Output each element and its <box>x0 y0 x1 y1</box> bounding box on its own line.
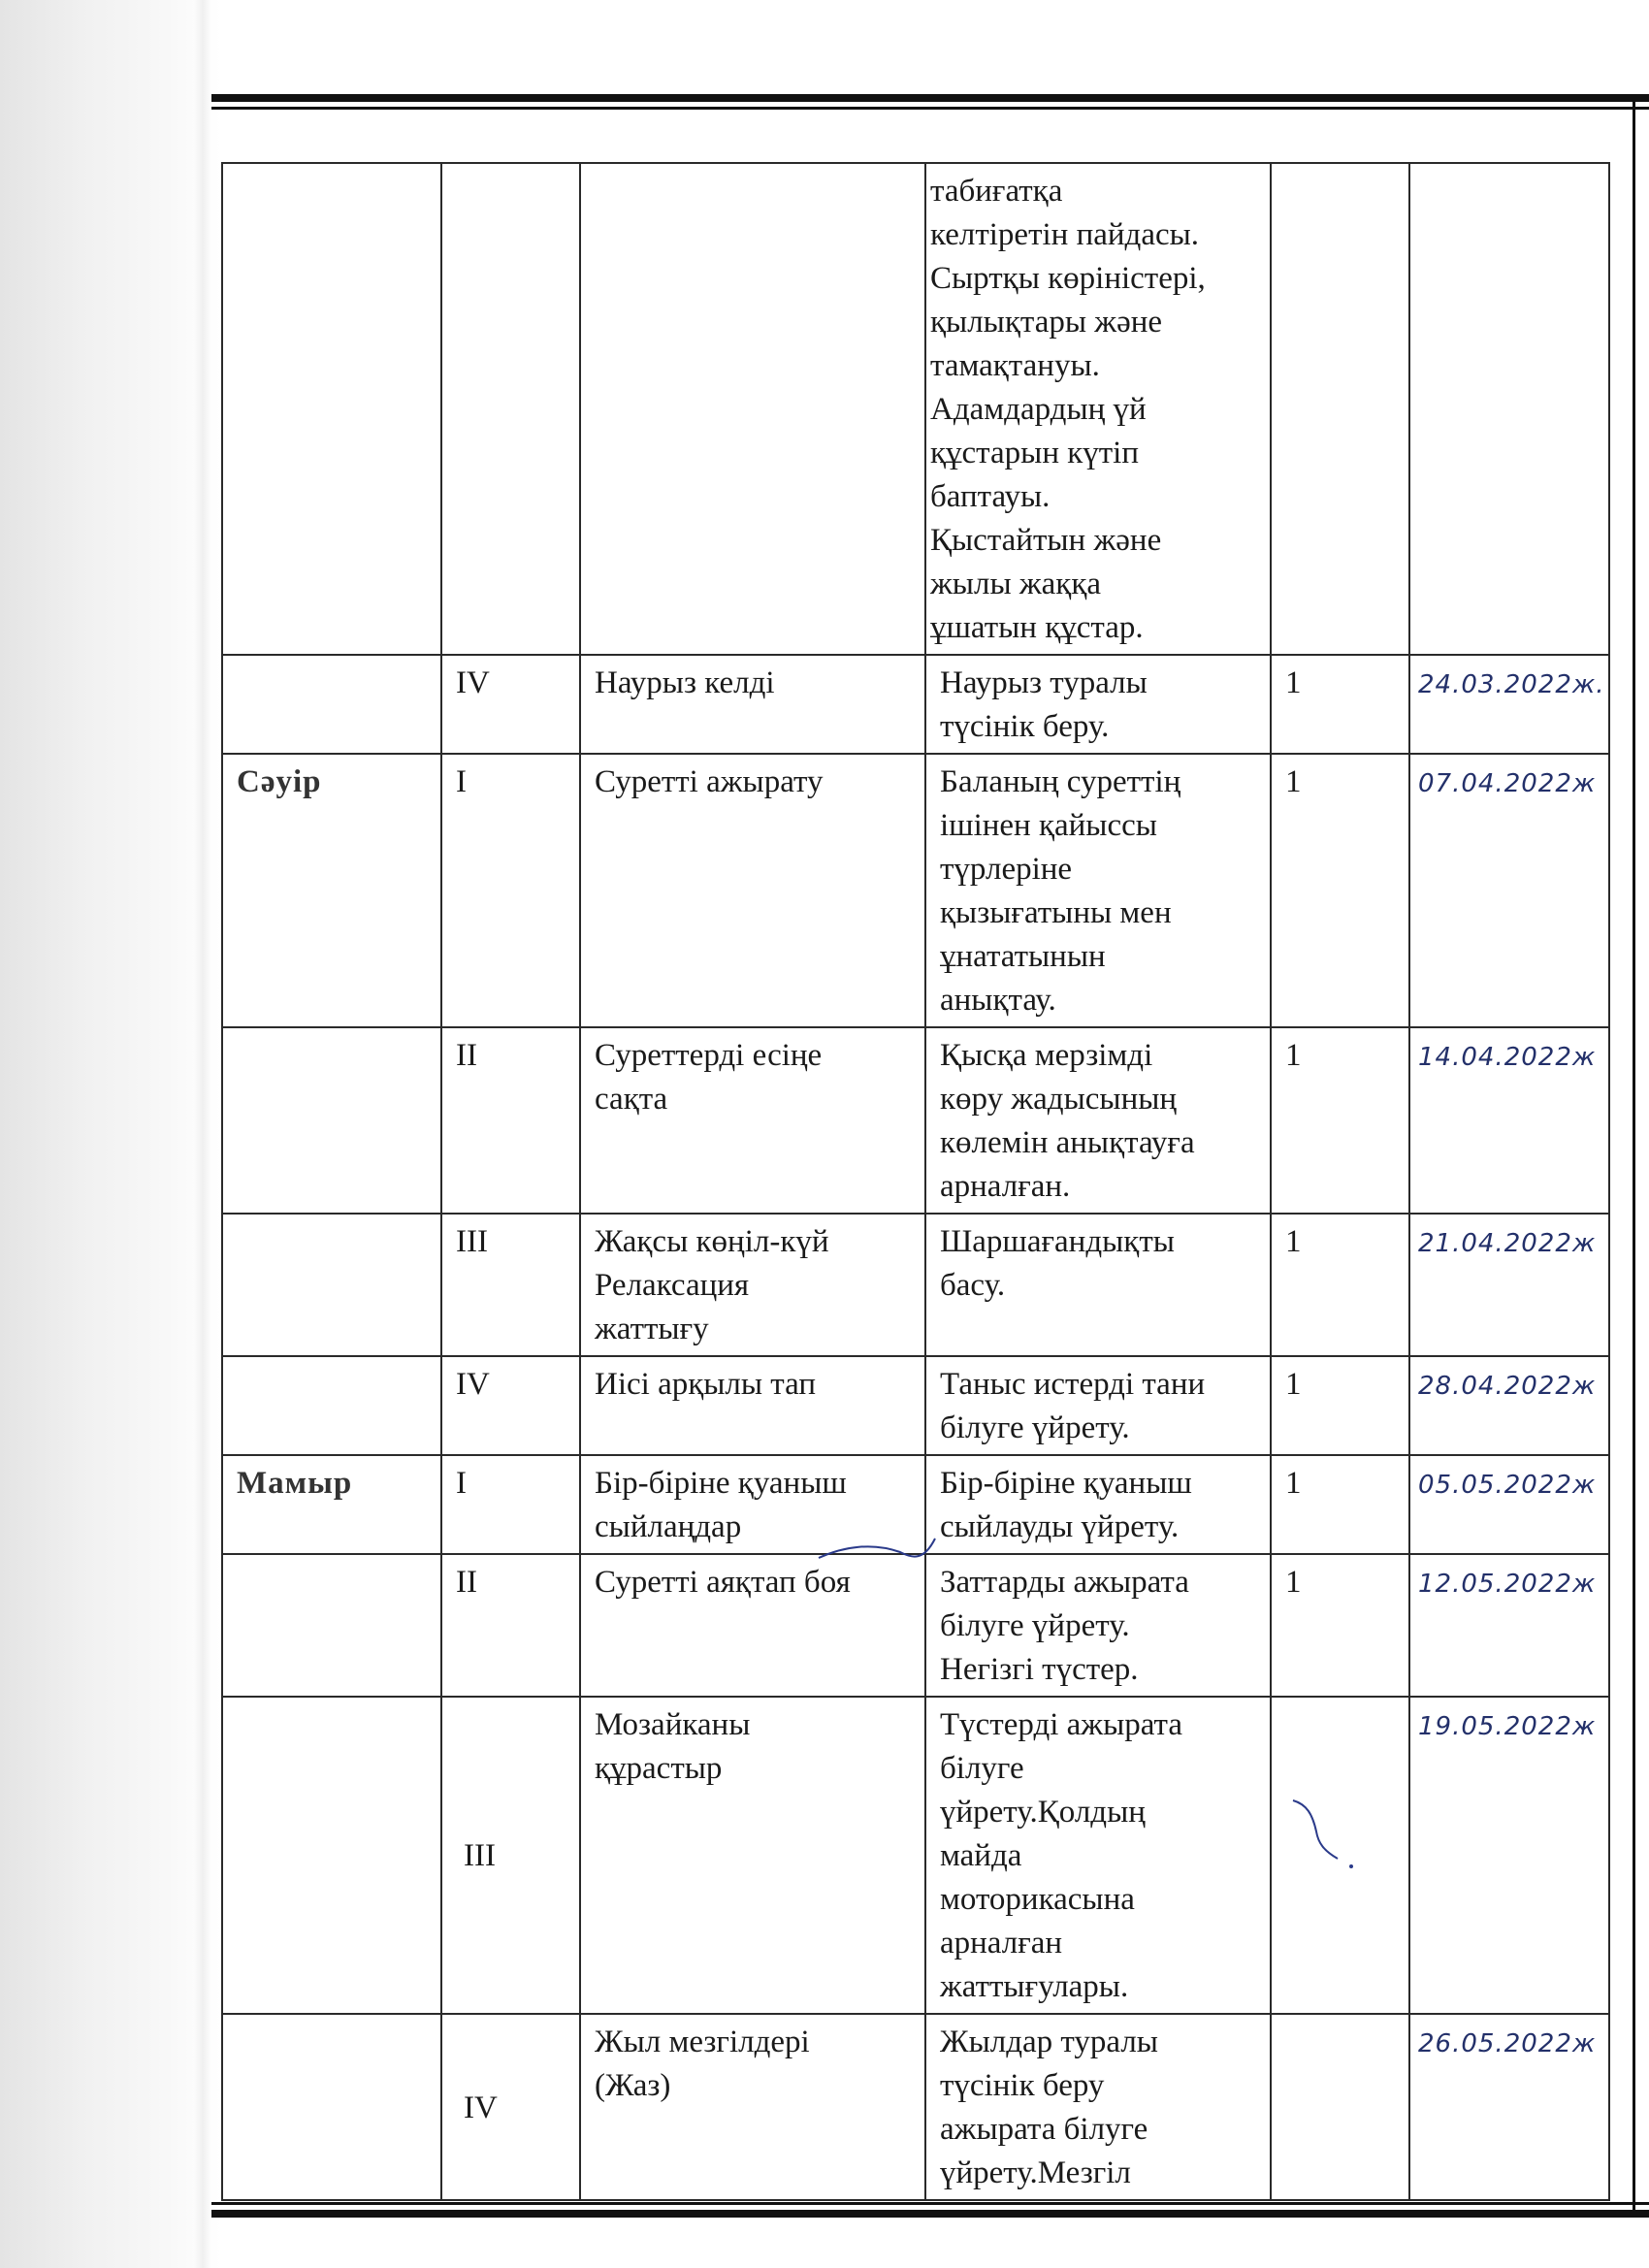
page-binding-shadow <box>0 0 221 2268</box>
month-cell <box>222 655 441 754</box>
bottom-frame-thin <box>211 2202 1649 2205</box>
table-row <box>222 655 1609 754</box>
goal-cell: табиғатқа келтіретін пайдасы. Сыртқы көріністері, қылықтары және тамақтануы. Адамдардың үй құстарын күтіп баптауы. Қыстайтын және жылы жаққа ұшатын құстар. <box>925 163 1271 655</box>
topic-cell: Жыл мезгілдері (Жаз) <box>580 2014 925 2200</box>
week-cell: II <box>441 1027 580 1214</box>
top-frame-thin <box>211 107 1649 110</box>
date-cell: 19.05.2022ж <box>1409 1697 1609 2014</box>
table-row <box>222 163 1609 655</box>
table-row <box>222 1697 1609 2014</box>
week-cell: I <box>441 754 580 1027</box>
date-cell: 12.05.2022ж <box>1409 1554 1609 1697</box>
week-cell: IV <box>441 655 580 754</box>
pen-stroke-mark <box>1285 1795 1363 1872</box>
topic-cell: Суреттерді есіңе сақта <box>580 1027 925 1214</box>
date-cell: 14.04.2022ж <box>1409 1027 1609 1214</box>
date-cell: 07.04.2022ж <box>1409 754 1609 1027</box>
goal-cell: Заттарды ажырата білуге үйрету. Негізгі түстер. <box>925 1554 1271 1697</box>
topic-cell: Бір-біріне қуаныш сыйлаңдар <box>580 1455 925 1554</box>
hours-cell: 1 <box>1271 1356 1409 1455</box>
month-cell <box>222 1697 441 2014</box>
hours-cell: 1 <box>1271 1554 1409 1697</box>
date-cell <box>1409 163 1609 655</box>
table-row <box>222 1356 1609 1455</box>
week-cell: III <box>441 1214 580 1356</box>
date-cell: 26.05.2022ж <box>1409 2014 1609 2200</box>
goal-cell: Наурыз туралы түсінік беру. <box>925 655 1271 754</box>
top-frame-thick <box>211 94 1649 102</box>
hours-cell: 1 <box>1271 655 1409 754</box>
goal-cell: Жылдар туралы түсінік беру ажырата білуге үйрету.Мезгіл <box>925 2014 1271 2200</box>
month-cell <box>222 1027 441 1214</box>
month-cell <box>222 1356 441 1455</box>
goal-cell: Шаршағандықты басу. <box>925 1214 1271 1356</box>
week-cell: IV <box>441 2014 580 2200</box>
pen-stroke-mark <box>815 1533 941 1571</box>
date-cell: 05.05.2022ж <box>1409 1455 1609 1554</box>
month-cell <box>222 163 441 655</box>
date-cell: 24.03.2022ж. <box>1409 655 1609 754</box>
hours-cell: 1 <box>1271 1027 1409 1214</box>
week-cell: I <box>441 1455 580 1554</box>
lesson-plan-table <box>221 162 1610 2201</box>
hours-cell: 1 <box>1271 1455 1409 1554</box>
topic-cell: Наурыз келді <box>580 655 925 754</box>
table-row <box>222 754 1609 1027</box>
hours-cell <box>1271 163 1409 655</box>
hours-cell: 1 <box>1271 1214 1409 1356</box>
goal-cell: Қысқа мерзімді көру жадысының көлемін анықтауға арналған. <box>925 1027 1271 1214</box>
goal-cell: Баланың суреттің ішінен қайыссы түрлеріне қызығатыны мен ұнататынын анықтау. <box>925 754 1271 1027</box>
hours-cell: 1 <box>1271 754 1409 1027</box>
topic-cell: Мозайканы құрастыр <box>580 1697 925 2014</box>
hours-cell <box>1271 2014 1409 2200</box>
table-row <box>222 1554 1609 1697</box>
goal-cell: Таныс истерді тани білуге үйрету. <box>925 1356 1271 1455</box>
date-cell: 28.04.2022ж <box>1409 1356 1609 1455</box>
goal-cell: Түстерді ажырата білуге үйрету.Қолдың майда моторикасына арналған жаттығулары. <box>925 1697 1271 2014</box>
week-cell: III <box>441 1697 580 2014</box>
table-row <box>222 1214 1609 1356</box>
topic-cell: Суретті ажырату <box>580 754 925 1027</box>
month-cell <box>222 2014 441 2200</box>
topic-cell: Иісі арқылы тап <box>580 1356 925 1455</box>
week-cell <box>441 163 580 655</box>
month-cell: Мамыр <box>222 1455 441 1554</box>
page-binding-edge <box>194 0 211 2268</box>
topic-cell <box>580 163 925 655</box>
bottom-frame-thick <box>211 2210 1649 2218</box>
table-row <box>222 1027 1609 1214</box>
goal-cell: Бір-біріне қуаныш сыйлауды үйрету. <box>925 1455 1271 1554</box>
week-cell: IV <box>441 1356 580 1455</box>
month-cell <box>222 1214 441 1356</box>
week-cell: II <box>441 1554 580 1697</box>
right-frame-line <box>1633 94 1635 2218</box>
month-cell: Сәуір <box>222 754 441 1027</box>
topic-cell: Жақсы көңіл-күй Релаксация жаттығу <box>580 1214 925 1356</box>
topic-cell: Суретті аяқтап боя <box>580 1554 925 1697</box>
date-cell: 21.04.2022ж <box>1409 1214 1609 1356</box>
table-row <box>222 2014 1609 2200</box>
month-cell <box>222 1554 441 1697</box>
